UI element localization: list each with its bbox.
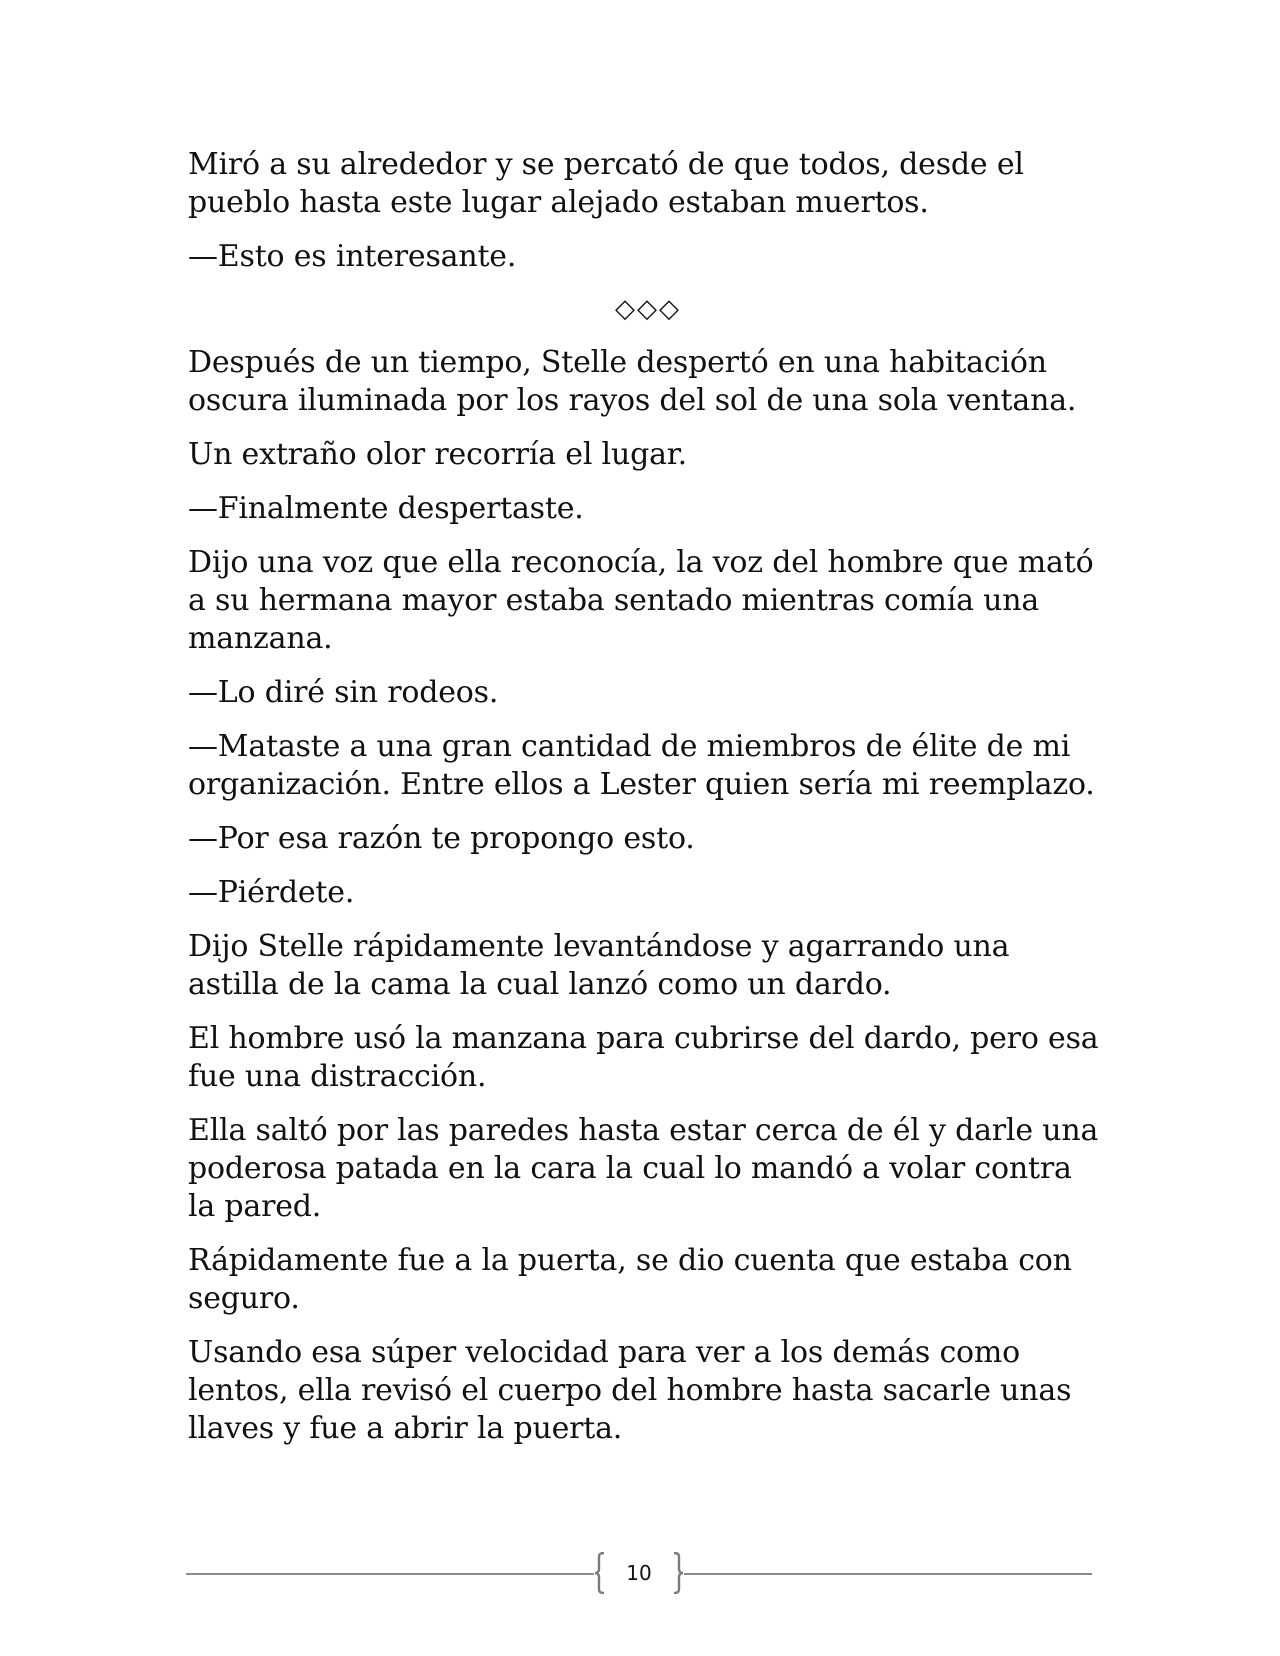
paragraph: El hombre usó la manzana para cubrirse del dardo, pero esa fue una distracción. — [188, 1021, 1099, 1094]
scene-break-separator: ◇◇◇ — [615, 294, 681, 324]
paragraph: Después de un tiempo, Stelle despertó en una habitación oscura iluminada por los rayos del sol de una sola ventana. — [188, 345, 1077, 418]
paragraph: Un extraño olor recorría el lugar. — [188, 437, 687, 472]
footer-rule-right — [684, 1573, 1092, 1575]
paragraph: Usando esa súper velocidad para ver a los demás como lentos, ella revisó el cuerpo del hombre hasta sacarle unas llaves y fue a abrir la puerta. — [188, 1335, 1072, 1446]
paragraph: —Por esa razón te propongo esto. — [188, 821, 695, 856]
paragraph: —Mataste a una gran cantidad de miembros de élite de mi organización. Entre ellos a Lester quien sería mi reemplazo. — [188, 729, 1095, 802]
paragraph: Miró a su alrededor y se percató de que todos, desde el pueblo hasta este lugar alejado estaban muertos. — [188, 147, 1024, 220]
paragraph: —Esto es interesante. — [188, 239, 517, 274]
right-brace-icon — [672, 1552, 684, 1594]
paragraph: —Lo diré sin rodeos. — [188, 675, 499, 710]
page-footer — [186, 1548, 1092, 1598]
paragraph: Rápidamente fue a la puerta, se dio cuenta que estaba con seguro. — [188, 1243, 1072, 1316]
paragraph: Ella saltó por las paredes hasta estar cerca de él y darle una poderosa patada en la cara la cual lo mandó a volar contra la pared. — [188, 1113, 1099, 1224]
paragraph: Dijo Stelle rápidamente levantándose y agarrando una astilla de la cama la cual lanzó como un dardo. — [188, 929, 1010, 1002]
page-body — [188, 146, 1108, 1464]
paragraph: —Piérdete. — [188, 875, 355, 910]
paragraph: —Finalmente despertaste. — [188, 491, 584, 526]
paragraph: Dijo una voz que ella reconocía, la voz del hombre que mató a su hermana mayor estaba sentado mientras comía una manzana. — [188, 545, 1094, 656]
footer-rule-left — [186, 1573, 594, 1575]
page-number: 10 — [626, 1561, 652, 1585]
